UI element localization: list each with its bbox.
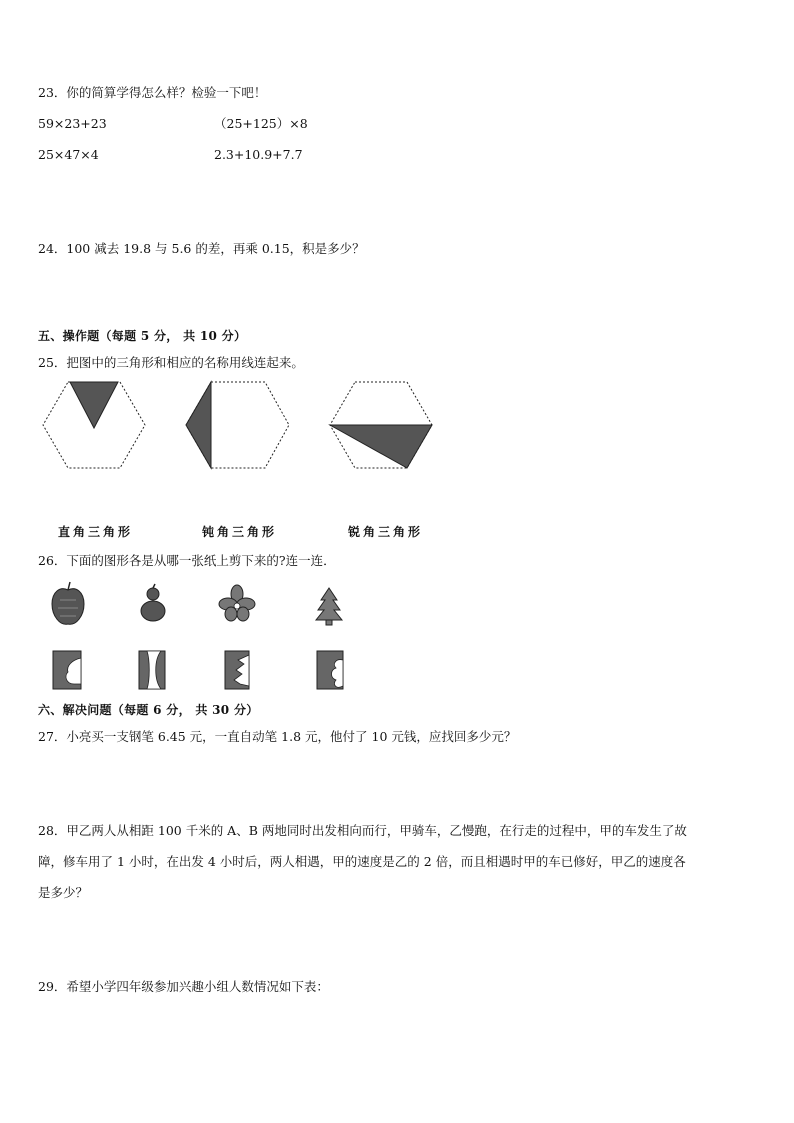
q26-text: 26．下面的图形各是从哪一张纸上剪下来的?连一连．	[38, 553, 336, 568]
tree-icon	[316, 588, 342, 625]
q23-expr-3: 25×47×4	[38, 147, 99, 162]
q23-expr-2: （25+125）×8	[214, 116, 308, 131]
paper-sheet-1	[53, 651, 81, 689]
paper-sheet-4	[317, 651, 343, 689]
flower-icon	[219, 585, 255, 621]
q23-title: 23．你的简算学得怎么样？检验一下吧！	[38, 85, 267, 100]
label-right-triangle: 直角三角形	[58, 525, 134, 539]
label-obtuse-triangle: 钝角三角形	[202, 525, 278, 539]
q23-expr-4: 2.3+10.9+7.7	[214, 147, 303, 162]
q29-text: 29．希望小学四年级参加兴趣小组人数情况如下表：	[38, 979, 329, 994]
q28-line-2: 障，修车用了 1 小时，在出发 4 小时后，两人相遇，甲的速度是乙的 2 倍，而且相遇时甲的车已修好，甲乙的速度各	[38, 854, 686, 869]
paper-sheet-3	[225, 651, 249, 689]
apple-icon	[52, 582, 84, 624]
q28-line-1: 28．甲乙两人从相距 100 千米的 A、B 两地同时出发相向而行，甲骑车，乙慢跑，在行走的过程中，甲的车发生了故	[38, 823, 687, 838]
section5-title: 五、操作题（每题 5 分， 共 10 分）	[38, 329, 247, 343]
gourd-icon	[141, 584, 165, 621]
paper-sheet-2	[139, 651, 165, 689]
label-acute-triangle: 锐角三角形	[348, 525, 424, 539]
q24-text: 24．100 减去 19.8 与 5.6 的差，再乘 0.15，积是多少？	[38, 241, 365, 256]
q25-text: 25．把图中的三角形和相应的名称用线连起来。	[38, 355, 304, 370]
section6-title: 六、解决问题（每题 6 分， 共 30 分）	[38, 703, 259, 717]
q27-text: 27．小亮买一支钢笔 6.45 元，一直自动笔 1.8 元，他付了 10 元钱，应找回多少元？	[38, 729, 517, 744]
q23-expr-1: 59×23+23	[38, 116, 107, 131]
q28-line-3: 是多少？	[38, 885, 89, 900]
